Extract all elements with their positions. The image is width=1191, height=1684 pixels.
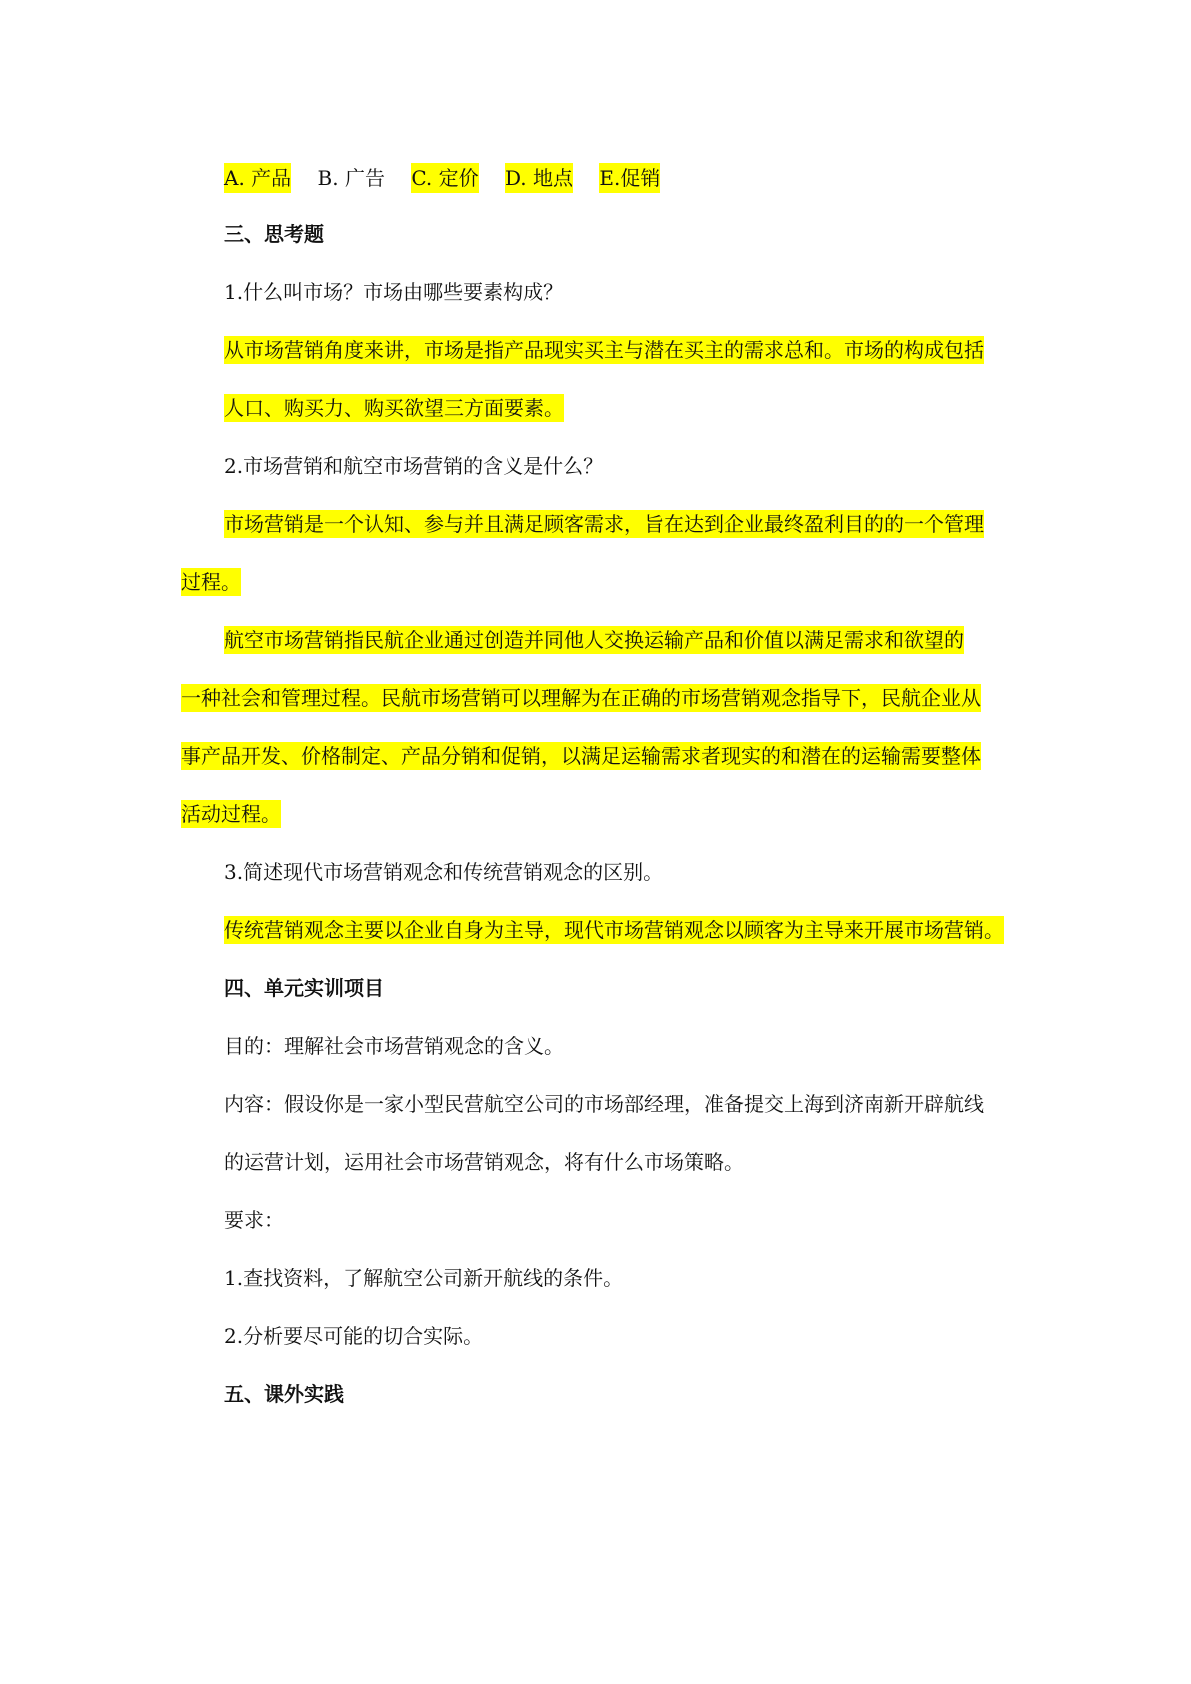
answer-2-line-1 [0, 511, 1191, 537]
option-d: D. 地点 [505, 163, 573, 193]
option-c: C. 定价 [411, 163, 478, 193]
requirement-2: 2.分析要尽可能的切合实际。 [224, 1324, 484, 1348]
answer-1-line-2 [0, 395, 1191, 421]
option-e: E.促销 [599, 163, 660, 193]
question-1: 1.什么叫市场？市场由哪些要素构成？ [224, 280, 564, 304]
answer-2-line-1-text: 市场营销是一个认知、参与并且满足顾客需求，旨在达到企业最终盈利目的的一个管理 [224, 512, 984, 536]
answer-2-line-2 [0, 569, 1191, 595]
answer-1-line-1-text: 从市场营销角度来讲，市场是指产品现实买主与潜在买主的需求总和。市场的构成包括 [224, 338, 984, 362]
answer-3-text: 传统营销观念主要以企业自身为主导，现代市场营销观念以顾客为主导来开展市场营销。 [224, 918, 1004, 942]
section-heading-3: 三、思考题 [224, 222, 324, 246]
section-heading-5: 五、课外实践 [224, 1382, 344, 1406]
training-content-line-2: 的运营计划，运用社会市场营销观念，将有什么市场策略。 [224, 1150, 744, 1174]
answer-2b-line-4-text: 活动过程。 [181, 802, 281, 826]
answer-2b-line-4 [0, 801, 1191, 827]
answer-2b-line-1-text: 航空市场营销指民航企业通过创造并同他人交换运输产品和价值以满足需求和欲望的 [224, 628, 964, 652]
answer-2b-line-3 [0, 743, 1191, 769]
answer-3 [0, 917, 1191, 943]
training-purpose: 目的：理解社会市场营销观念的含义。 [224, 1034, 564, 1058]
option-a: A. 产品 [224, 163, 291, 193]
answer-2b-line-3-text: 事产品开发、价格制定、产品分销和促销，以满足运输需求者现实的和潜在的运输需要整体 [181, 744, 981, 768]
section-heading-4: 四、单元实训项目 [224, 976, 384, 1000]
answer-2b-line-1 [0, 627, 1191, 653]
answer-2b-line-2 [0, 685, 1191, 711]
training-content-line-1: 内容：假设你是一家小型民营航空公司的市场部经理，准备提交上海到济南新开辟航线 [224, 1092, 984, 1116]
option-b: B. 广告 [317, 166, 385, 190]
question-3: 3.简述现代市场营销观念和传统营销观念的区别。 [224, 860, 664, 884]
requirement-1: 1.查找资料，了解航空公司新开航线的条件。 [224, 1266, 624, 1290]
options-line [0, 163, 1191, 193]
answer-1-line-1 [0, 337, 1191, 363]
requirements-label: 要求： [224, 1208, 284, 1232]
answer-2-line-2-text: 过程。 [181, 570, 241, 594]
question-2: 2.市场营销和航空市场营销的含义是什么？ [224, 454, 604, 478]
answer-1-line-2-text: 人口、购买力、购买欲望三方面要素。 [224, 396, 564, 420]
answer-2b-line-2-text: 一种社会和管理过程。民航市场营销可以理解为在正确的市场营销观念指导下，民航企业从 [181, 686, 981, 710]
